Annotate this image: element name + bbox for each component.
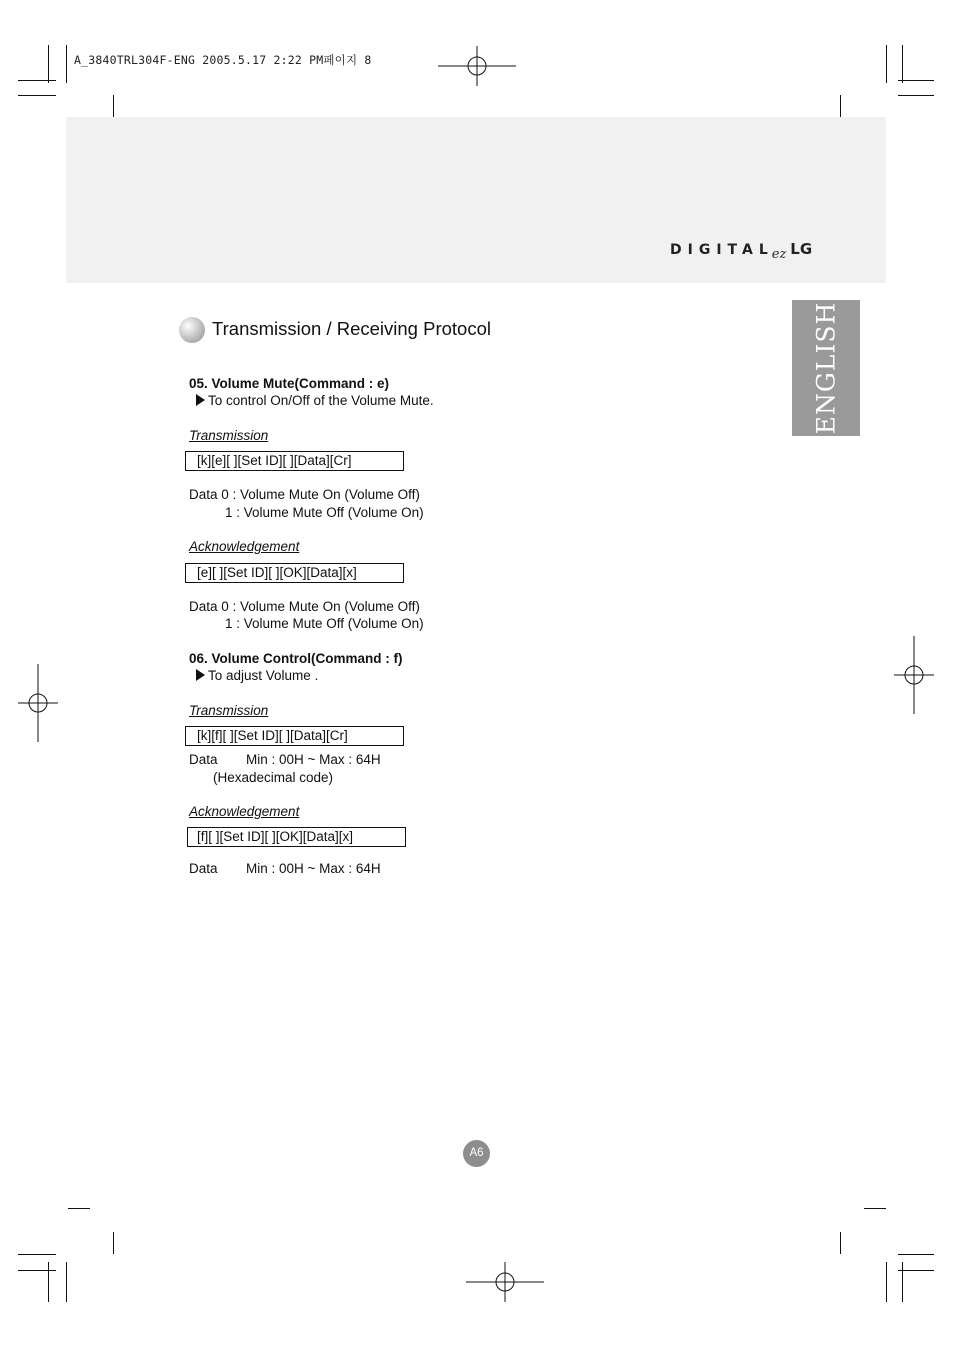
cmd05-description bbox=[196, 393, 434, 408]
cmd06-description-text: To adjust Volume . bbox=[208, 668, 319, 683]
cmd06-transmission-code: [k][f][ ][Set ID][ ][Data][Cr] bbox=[185, 726, 404, 746]
cmd06-description bbox=[196, 668, 318, 683]
brand-digital: DIGITAL bbox=[670, 242, 774, 258]
cmd05-ack-data0: Data 0 : Volume Mute On (Volume Off) bbox=[189, 599, 420, 614]
brand-logo bbox=[670, 240, 813, 262]
cmd06-ack-data-range: Min : 00H ~ Max : 64H bbox=[246, 861, 381, 876]
cmd05-ack-code: [e][ ][Set ID][ ][OK][Data][x] bbox=[185, 563, 404, 583]
section-bullet-icon bbox=[179, 317, 205, 343]
cmd05-transmission-label: Transmission bbox=[189, 428, 269, 443]
print-slug: A_3840TRL304F-ENG 2005.5.17 2:22 PM페이지 8 bbox=[74, 53, 372, 67]
cmd06-transmission-label: Transmission bbox=[189, 703, 269, 718]
cmd06-heading: 06. Volume Control(Command : f) bbox=[189, 651, 403, 666]
registration-mark-left bbox=[18, 664, 58, 742]
registration-mark-right bbox=[894, 636, 934, 714]
cmd06-tx-data-note: (Hexadecimal code) bbox=[213, 770, 334, 785]
cmd05-description-text: To control On/Off of the Volume Mute. bbox=[208, 393, 434, 408]
header-band bbox=[66, 117, 886, 283]
cmd05-transmission-code: [k][e][ ][Set ID][ ][Data][Cr] bbox=[185, 451, 404, 471]
registration-mark-top bbox=[438, 46, 516, 86]
cmd05-tx-data1: 1 : Volume Mute Off (Volume On) bbox=[225, 505, 424, 520]
language-tab bbox=[792, 300, 860, 436]
triangle-bullet-icon bbox=[196, 394, 205, 406]
cmd05-ack-data1: 1 : Volume Mute Off (Volume On) bbox=[225, 616, 424, 631]
cmd06-ack-data-label: Data bbox=[189, 861, 218, 876]
language-tab-label: ENGLISH bbox=[811, 301, 841, 435]
section-title: Transmission / Receiving Protocol bbox=[212, 318, 491, 339]
cmd05-ack-label: Acknowledgement bbox=[189, 539, 300, 554]
cmd05-tx-data0: Data 0 : Volume Mute On (Volume Off) bbox=[189, 487, 420, 502]
brand-ez: ez bbox=[771, 247, 787, 262]
registration-mark-bottom bbox=[466, 1262, 544, 1302]
cmd06-ack-label: Acknowledgement bbox=[189, 804, 300, 819]
cmd05-heading: 05. Volume Mute(Command : e) bbox=[189, 376, 390, 391]
cmd06-tx-data-label: Data bbox=[189, 752, 218, 767]
brand-lg: LG bbox=[790, 240, 813, 258]
triangle-bullet-icon bbox=[196, 669, 205, 681]
page-number-badge: A6 bbox=[463, 1140, 490, 1167]
cmd06-ack-code: [f][ ][Set ID][ ][OK][Data][x] bbox=[187, 827, 406, 847]
cmd06-tx-data-range: Min : 00H ~ Max : 64H bbox=[246, 752, 381, 767]
